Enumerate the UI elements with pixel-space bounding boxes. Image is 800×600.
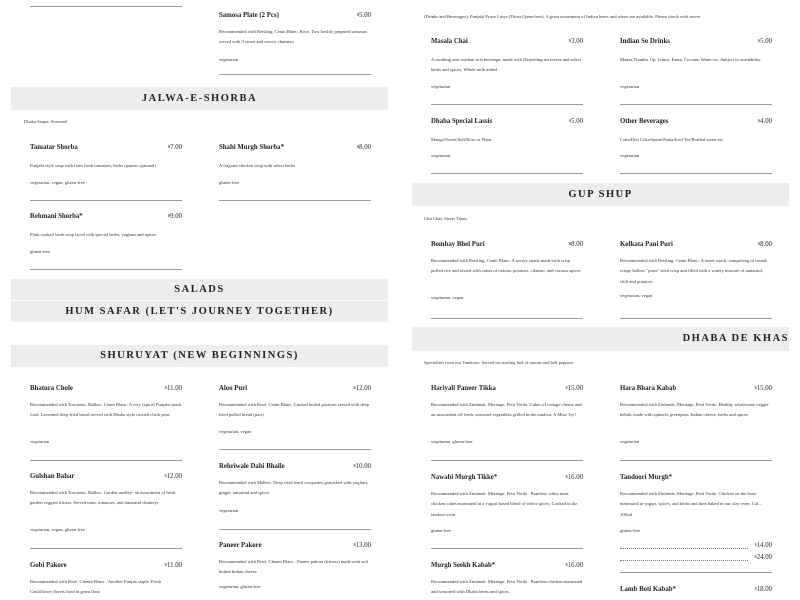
menu-item xyxy=(620,38,772,93)
item-tags: vegetarian xyxy=(219,508,239,513)
divider xyxy=(431,548,583,549)
item-description: Recommended with Zinfande, Meritage, Petit Verdo . Boneless chicken marinated and seasoned with Dhaba herbs and spices. xyxy=(431,579,583,595)
item-name: Shahi Murgh Shorba* xyxy=(219,144,284,151)
item-price: $5.00 xyxy=(356,12,371,19)
item-price: $8.00 xyxy=(568,241,583,248)
item-name: Paneer Pakore xyxy=(219,542,262,549)
item-price: $16.00 xyxy=(565,562,583,569)
menu-item xyxy=(431,38,583,93)
divider xyxy=(219,74,371,75)
dotted-leader xyxy=(620,560,748,561)
menu-item xyxy=(431,385,583,450)
item-price: $11.00 xyxy=(164,385,182,392)
divider xyxy=(30,269,182,270)
item-name: Bombay Bhel Puri xyxy=(431,241,485,248)
item-price: $12.00 xyxy=(164,473,182,480)
item-description: Recommended with Reisling, Cenin Blanc. A street snack, comprising of round, crispy hollow "puris" fried crisp and filled with a watery mixture of tamarind, chili and potatoes xyxy=(620,258,768,284)
menu-item xyxy=(30,473,182,533)
menu-item xyxy=(620,586,772,600)
item-price: $7.00 xyxy=(167,144,182,151)
item-name: Murgh Seekh Kabab* xyxy=(431,562,496,569)
menu-item xyxy=(219,144,371,194)
item-name: Lamb Boti Kabab* xyxy=(620,586,676,593)
item-price: $9.00 xyxy=(167,213,182,220)
item-price: $15.00 xyxy=(754,385,772,392)
menu-item xyxy=(219,542,371,597)
divider xyxy=(620,173,772,174)
item-price: $15.00 xyxy=(565,385,583,392)
item-price: $16.00 xyxy=(565,474,583,481)
item-name: Aloo Puri xyxy=(219,385,248,392)
item-price: $4.00 xyxy=(757,118,772,125)
item-description: Recommended with Reisling, Cenin Blanc. A savory snack made with crisp puffed rice and tossed with cubes of onions, potatoes, cilantro, and various spices xyxy=(431,258,581,274)
price-option xyxy=(620,554,772,564)
divider xyxy=(620,572,772,573)
item-description: Recommended with Rosé, Chenin Blanc . Another Punjab staple. Fresh Cauliflower florets fried in gram flour xyxy=(30,579,162,595)
item-tags: vegetarian xyxy=(219,57,239,62)
item-tags: vegetarian, gluten-free xyxy=(219,584,261,589)
item-name: Kolkata Pani Puri xyxy=(620,241,673,248)
divider xyxy=(620,318,772,319)
section-note: (Drinks and Beverages): Punjabi Pyase Latye (Thirst Quenchers). A great assortment of Indian beers and wines are available. Please check with server xyxy=(424,14,701,19)
section-header: SALADS xyxy=(11,279,388,300)
item-price: $8.00 xyxy=(757,241,772,248)
item-name: Rehmani Shorba* xyxy=(30,213,83,220)
menu-item xyxy=(219,385,371,440)
menu-item xyxy=(620,385,772,444)
item-description: Recommended with Reisling, Cenin Blanc, Rose. Two freshly prepared samosas served with 3 sweet and savory chutneys xyxy=(219,29,367,45)
item-description: Recommended with Torrontes, Malbec. Garden medley- an assortment of fresh garden veggies fritters. Served mint, tomatoes, and tamarind chutneys xyxy=(30,490,176,506)
item-tags: vegetarian xyxy=(620,84,640,89)
menu-item xyxy=(431,241,583,301)
item-price: $3.00 xyxy=(568,38,583,45)
menu-item xyxy=(431,474,583,534)
item-name: Dhaba Special Lassis xyxy=(431,118,493,125)
item-name: Tandoori Murgh* xyxy=(620,474,673,481)
item-name: Masala Chai xyxy=(431,38,468,45)
item-name: Indian So Drinks xyxy=(620,38,670,45)
item-tags: gluten-free xyxy=(30,249,51,254)
item-tags: vegetarian xyxy=(620,439,640,444)
item-tags: gluten-free xyxy=(431,528,452,533)
divider xyxy=(219,529,371,530)
item-description: A soothing anti-oxidant rich beverage, made with Darjeeling tea leaves and select herbs and spices, Whole milk added xyxy=(431,57,582,73)
item-name: Nawabi Murgh Tikke* xyxy=(431,474,498,481)
menu-item xyxy=(620,241,772,301)
item-description: Recommended with Zinfande, Meritage, Petit Verdo. Cubes of cottage cheese and an assortment off fresh, seasonal vegetables grilled in the tandoor. A Must Try! xyxy=(431,402,582,418)
item-name: Gulshan Bahar xyxy=(30,473,75,480)
item-description: Recommended with Torrontes, Malbec, Cenin Blanc. A very typical Punjabi snack food. Leavened deep fried bread served with Dhaba style curried chick peas xyxy=(30,402,182,418)
item-tags: vegetarian, vegan xyxy=(620,293,653,298)
item-description: Recommended with Rosé, Chenin Blanc . Paneer pakora (fritters) made with soft boiled Indian cheese xyxy=(219,559,369,575)
menu-item xyxy=(620,118,772,163)
item-tags: vegetarian xyxy=(620,153,640,158)
item-tags: vegetarian, vegan, gluten-free xyxy=(30,180,85,185)
item-price: $5.00 xyxy=(568,118,583,125)
section-header: HUM SAFAR (LET'S JOURNEY TOGETHER) xyxy=(11,301,388,322)
item-name: Bhatura Chole xyxy=(30,385,73,392)
price-option xyxy=(620,542,772,552)
divider xyxy=(219,449,371,450)
item-price: $10.00 xyxy=(353,463,371,470)
item-description: A fragrant chicken soup with select herbs xyxy=(219,163,296,168)
item-price: $12.00 xyxy=(353,385,371,392)
menu-item xyxy=(219,12,371,72)
divider xyxy=(431,318,583,319)
item-tags: vegetarian xyxy=(30,439,50,444)
section-note: Chit Chat: Street Treats xyxy=(424,216,468,221)
section-note: Dhaba Soups: Seasonal xyxy=(24,119,68,124)
item-tags: vegetarian, gluten-free xyxy=(431,439,473,444)
divider xyxy=(219,200,371,201)
divider xyxy=(30,548,182,549)
item-name: Hara Bhara Kabab xyxy=(620,385,677,392)
item-tags: gluten-free xyxy=(620,528,641,533)
item-description: Plain cooked lamb soup laced with special herbs, yoghurt and spices xyxy=(30,232,156,237)
item-name: Samosa Plate (2 Pcs) xyxy=(219,12,279,19)
menu-item xyxy=(30,562,182,600)
menu-item xyxy=(431,118,583,163)
item-price: $11.00 xyxy=(164,562,182,569)
item-name: Other Beverages xyxy=(620,118,669,125)
menu-item xyxy=(431,562,583,600)
divider xyxy=(620,460,772,461)
divider xyxy=(431,104,583,105)
divider xyxy=(30,460,182,461)
item-tags: vegetarian xyxy=(431,84,451,89)
item-description: Maaza,Thumbs Up, Limca, Fanta, Coconut Water etc. Subject to availability xyxy=(620,57,761,62)
section-header: JALWA-E-SHORBA xyxy=(11,87,388,110)
item-tags: gluten-free xyxy=(219,180,240,185)
item-name: Hariyali Paneer Tikka xyxy=(431,385,496,392)
section-header: GUP SHUP xyxy=(412,183,789,206)
item-name: Tamatar Shorba xyxy=(30,144,78,151)
divider xyxy=(431,460,583,461)
item-description: Punjabi style soup with farm fresh tomatoes, herbs (paneer optional) xyxy=(30,163,156,168)
divider xyxy=(620,104,772,105)
menu-item xyxy=(30,144,182,194)
item-description: Recommended with Zinfande, Meritage, Petit Verdo . Boneless white meat chicken cubes marinated in a yogurt based blend of select spices. Cooked in the tandoor oven xyxy=(431,491,578,517)
menu-item xyxy=(30,213,182,263)
item-price: $8.00 xyxy=(356,144,371,151)
item-name: Rehriwale Dahi Bhalle xyxy=(219,463,285,470)
item-tags: vegetarian, vegan xyxy=(431,295,464,300)
divider xyxy=(30,200,182,201)
section-header: SHURUYAT (NEW BEGINNINGS) xyxy=(11,345,388,367)
item-description: Coke/Diet Coke/Sprite/Fanta/Iced Tea/Bottled water etc. xyxy=(620,137,725,142)
item-price: $5.00 xyxy=(757,38,772,45)
item-description: Recommended with Rosé, Cenin Blanc. Curried boiled potatoes served with deep fried puffed bread (puri) xyxy=(219,402,370,418)
item-tags: vegetarian, vegan xyxy=(219,429,252,434)
divider xyxy=(431,173,583,174)
section-header: DHABA DE KHAS xyxy=(412,327,789,351)
item-price: $24.00 xyxy=(754,554,772,561)
dotted-leader xyxy=(620,548,748,549)
item-tags: vegetarian, vegan, gluten-free xyxy=(30,527,85,532)
item-price: $18.00 xyxy=(754,586,772,593)
item-name: Gobi Pakore xyxy=(30,562,67,569)
menu-item xyxy=(219,463,371,518)
item-description: Recommended with Zinfande, Meritage, Petit Verdo. Healthy wholesome veggie kebab, made with spinach, greenpeas, Indian cheese, herbs and spices xyxy=(620,402,769,418)
item-tags: vegetarian xyxy=(431,153,451,158)
item-price: $13.00 xyxy=(353,542,371,549)
divider xyxy=(30,6,182,7)
item-description: Recommended with Malbec. Deep fried lentil croquettes garnished with yoghurt, ginger, tamarind and spices xyxy=(219,480,369,496)
menu-item xyxy=(30,385,182,450)
section-note: Specialties from our Tandoors. Served on sizzling bed of onions and bell peppers. xyxy=(424,360,575,365)
item-description: Mango/Sweet/Salt/Rose or Plain xyxy=(431,137,491,142)
menu-item xyxy=(620,474,772,534)
item-description: Recommended with Zinfande, Meritage, Petit Verdo. Chicken on the bone marinated in yogurt, spices, and herbs and then baked in our clay oven. Cal – 300cal xyxy=(620,491,762,517)
item-price: $14.00 xyxy=(754,542,772,549)
